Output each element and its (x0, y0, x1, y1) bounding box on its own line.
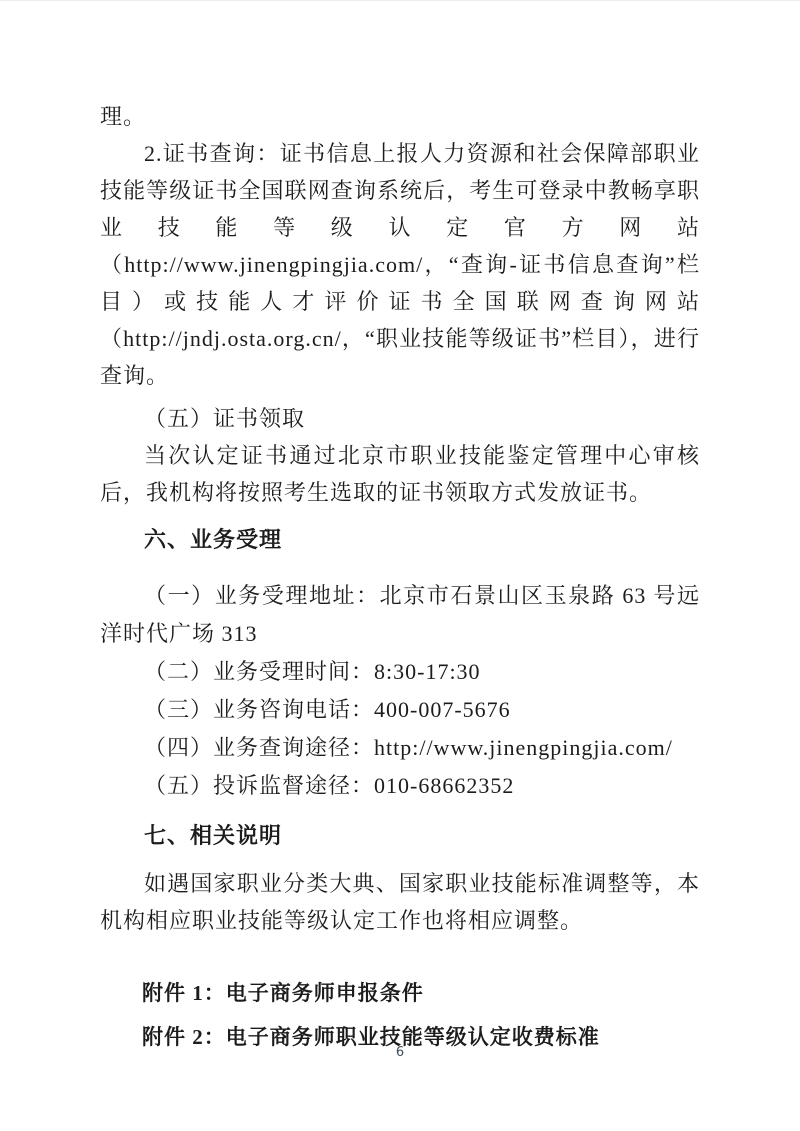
notes-paragraph: 如遇国家职业分类大典、国家职业技能标准调整等，本机构相应职业技能等级认定工作也将相应调整。 (100, 871, 700, 933)
cert-pickup-paragraph: 当次认定证书通过北京市职业技能鉴定管理中心审核后，我机构将按照考生选取的证书领取方式发放证书。 (100, 443, 700, 505)
page-content (100, 98, 700, 1059)
business-item-address: （一）业务受理地址：北京市石景山区玉泉路 63 号远洋时代广场 313 (100, 583, 700, 646)
business-item-phone: （三）业务咨询电话：400-007-5676 (144, 697, 511, 722)
cert-query-paragraph: 2.证书查询：证书信息上报人力资源和社会保障部职业技能等级证书全国联网查询系统后，考生可登录中教畅享职业技能等级认定官方网站（http://www.jinengpingjia.com/，“查询-证书信息查询”栏目）或技能人才评价证书全国联网查询网站（http://jndj.osta.org.cn/，“职业技能等级证书”栏目），进行查询。 (100, 141, 700, 388)
business-info-list (100, 577, 700, 805)
page-number: 6 (395, 1045, 405, 1060)
continuation-paragraph: 理。 (100, 104, 147, 129)
attachment-item-1: 附件 1：电子商务师申报条件 (142, 981, 424, 1005)
attachment-item-2: 附件 2：电子商务师职业技能等级认定收费标准 (142, 1025, 600, 1049)
section-heading-business: 六、业务受理 (144, 527, 283, 552)
business-item-hours: （二）业务受理时间：8:30-17:30 (144, 659, 481, 684)
cert-pickup-subheading: （五）证书领取 (144, 406, 306, 431)
business-item-website: （四）业务查询途径：http://www.jinengpingjia.com/ (144, 735, 673, 760)
section-heading-notes: 七、相关说明 (144, 823, 283, 848)
business-item-complaint: （五）投诉监督途径：010-68662352 (144, 773, 515, 798)
